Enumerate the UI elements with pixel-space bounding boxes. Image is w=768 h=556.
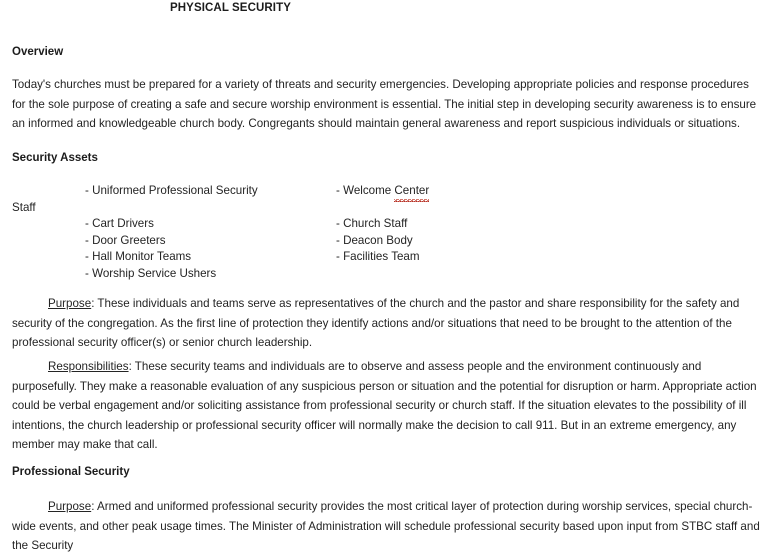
section-heading-overview: Overview [12, 46, 64, 58]
list-item-welcome-center [336, 183, 429, 200]
purpose-separator: : [91, 297, 98, 310]
security-assets-responsibilities-paragraph [12, 357, 760, 455]
spellcheck-underlined-word: Center [394, 183, 429, 200]
list-item: - Door Greeters [85, 233, 166, 247]
security-assets-column-right [336, 183, 429, 266]
security-assets-row-label-staff: Staff [12, 201, 36, 214]
responsibilities-separator: : [128, 360, 135, 373]
security-assets-purpose-paragraph [12, 294, 756, 353]
purpose-text: Armed and uniformed professional security provides the most critical layer of protection during worship services, special church-wide events, and other peak usage times. The Minister of Administration will schedule professional security based upon input from STBC staff and the Security [12, 500, 760, 552]
overview-paragraph: Today's churches must be prepared for a variety of threats and security emergencies. Developing appropriate policies and response procedures for the sole purpose of creating a safe and secure worship environment is essential. The initial step in developing security awareness is to ensure an informed and knowledgeable church body. Congregants should maintain general awareness and report suspicious individuals or situations. [12, 78, 757, 130]
purpose-separator: : [91, 500, 97, 513]
list-item-welcome-center-prefix: - Welcome [336, 184, 395, 197]
list-item: - Hall Monitor Teams [85, 250, 192, 264]
list-item: - Uniformed Professional Security [85, 184, 258, 197]
section-heading-security-assets: Security Assets [12, 152, 98, 164]
purpose-label: Purpose [48, 500, 92, 513]
list-item: - Deacon Body [336, 233, 413, 247]
purpose-label: Purpose [48, 297, 92, 310]
list-item: - Facilities Team [336, 250, 420, 264]
section-heading-professional-security: Professional Security [12, 466, 130, 478]
document-title: PHYSICAL SECURITY [170, 2, 291, 14]
professional-security-purpose-paragraph [12, 497, 760, 556]
list-item: - Church Staff [336, 217, 408, 231]
purpose-text: These individuals and teams serve as representatives of the church and the pastor and share responsibility for the safety and security of the congregation. As the first line of protection they identify actions and/or situations that need to be brought to the attention of the professional security officer(s) or senior church leadership. [12, 297, 740, 349]
security-assets-column-left [85, 183, 258, 283]
responsibilities-text: These security teams and individuals are to observe and assess people and the environment continuously and purposefully. They make a reasonable evaluation of any suspicious person or situation and the potential for disruption or harm. Appropriate action could be verbal engagement and/or soliciting assistance from professional security or church staff. If the situation elevates to the possibility of ill intentions, the church leadership or professional security officer will normally make the decision to call 911. But in an extreme emergency, any member may make that call. [12, 360, 757, 451]
responsibilities-label: Responsibilities [48, 360, 129, 373]
column-spacer [85, 200, 258, 217]
list-item: - Worship Service Ushers [85, 266, 217, 280]
list-item: - Cart Drivers [85, 217, 154, 231]
